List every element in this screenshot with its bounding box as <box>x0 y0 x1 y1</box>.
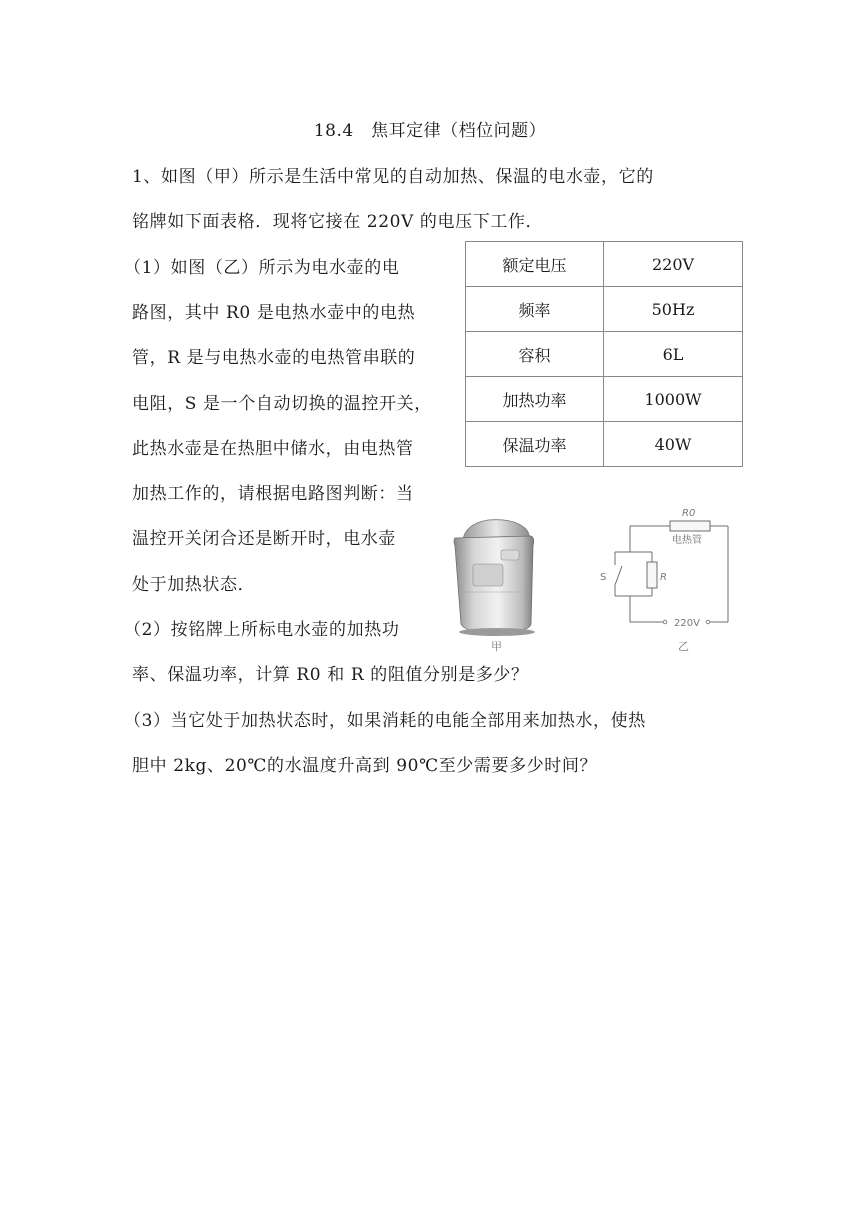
r0-label: R0 <box>682 508 696 519</box>
table-cell-label: 保温功率 <box>466 422 604 467</box>
table-cell-value: 1000W <box>604 377 743 422</box>
table-cell-label: 容积 <box>466 332 604 377</box>
heating-tube-label: 电热管 <box>672 535 702 546</box>
kettle-figure-label: 甲 <box>491 640 502 653</box>
part3-line-1: （3）当它处于加热状态时，如果消耗的电能全部用来加热水，使热 <box>124 711 646 731</box>
circuit-figure-label: 乙 <box>678 640 689 653</box>
part1-line-2: 路图，其中 R0 是电热水壶中的电热 <box>132 303 416 323</box>
switch-icon <box>615 566 622 585</box>
table-row <box>466 377 743 422</box>
part3-line-2: 胆中 2kg、20℃的水温度升高到 90℃至少需要多少时间？ <box>132 756 598 776</box>
table-row <box>466 287 743 332</box>
circuit-figure <box>590 500 740 658</box>
question-intro-line-1: 1、如图（甲）所示是生活中常见的自动加热、保温的电水壶，它的 <box>132 167 654 187</box>
table-cell-label: 频率 <box>466 287 604 332</box>
kettle-figure <box>443 512 553 654</box>
table-cell-value: 220V <box>604 242 743 287</box>
part2-line-1: （2）按铭牌上所标电水壶的加热功 <box>124 620 400 640</box>
table-row <box>466 332 743 377</box>
part1-line-4: 电阻，S 是一个自动切换的温控开关， <box>132 394 432 414</box>
question-intro-line-2: 铭牌如下面表格．现将它接在 220V 的电压下工作． <box>132 212 544 232</box>
table-cell-value: 6L <box>604 332 743 377</box>
nameplate-table <box>465 241 743 467</box>
part1-line-8: 处于加热状态． <box>132 575 256 595</box>
kettle-icon <box>454 520 535 636</box>
switch-label: S <box>600 572 607 583</box>
table-cell-value: 50Hz <box>604 287 743 332</box>
table-cell-label: 额定电压 <box>466 242 604 287</box>
part1-line-5: 此热水壶是在热胆中储水，由电热管 <box>132 439 414 459</box>
page-title: 18.4 焦耳定律（档位问题） <box>313 121 547 141</box>
table-row <box>466 242 743 287</box>
heating-tube-resistor <box>670 521 710 531</box>
voltage-label: 220V <box>674 618 700 629</box>
terminal-right <box>706 620 710 624</box>
part1-line-1: （1）如图（乙）所示为电水壶的电 <box>124 258 400 278</box>
part2-line-2: 率、保温功率，计算 R0 和 R 的阻值分别是多少？ <box>132 665 529 685</box>
part1-line-6: 加热工作的，请根据电路图判断：当 <box>132 484 414 504</box>
part1-line-3: 管，R 是与电热水壶的电热管串联的 <box>132 348 416 368</box>
table-cell-value: 40W <box>604 422 743 467</box>
terminal-left <box>663 620 667 624</box>
part1-line-7: 温控开关闭合还是断开时，电水壶 <box>132 529 396 549</box>
table-cell-label: 加热功率 <box>466 377 604 422</box>
series-resistor <box>647 562 657 588</box>
table-row <box>466 422 743 467</box>
resistor-label: R <box>660 572 667 583</box>
